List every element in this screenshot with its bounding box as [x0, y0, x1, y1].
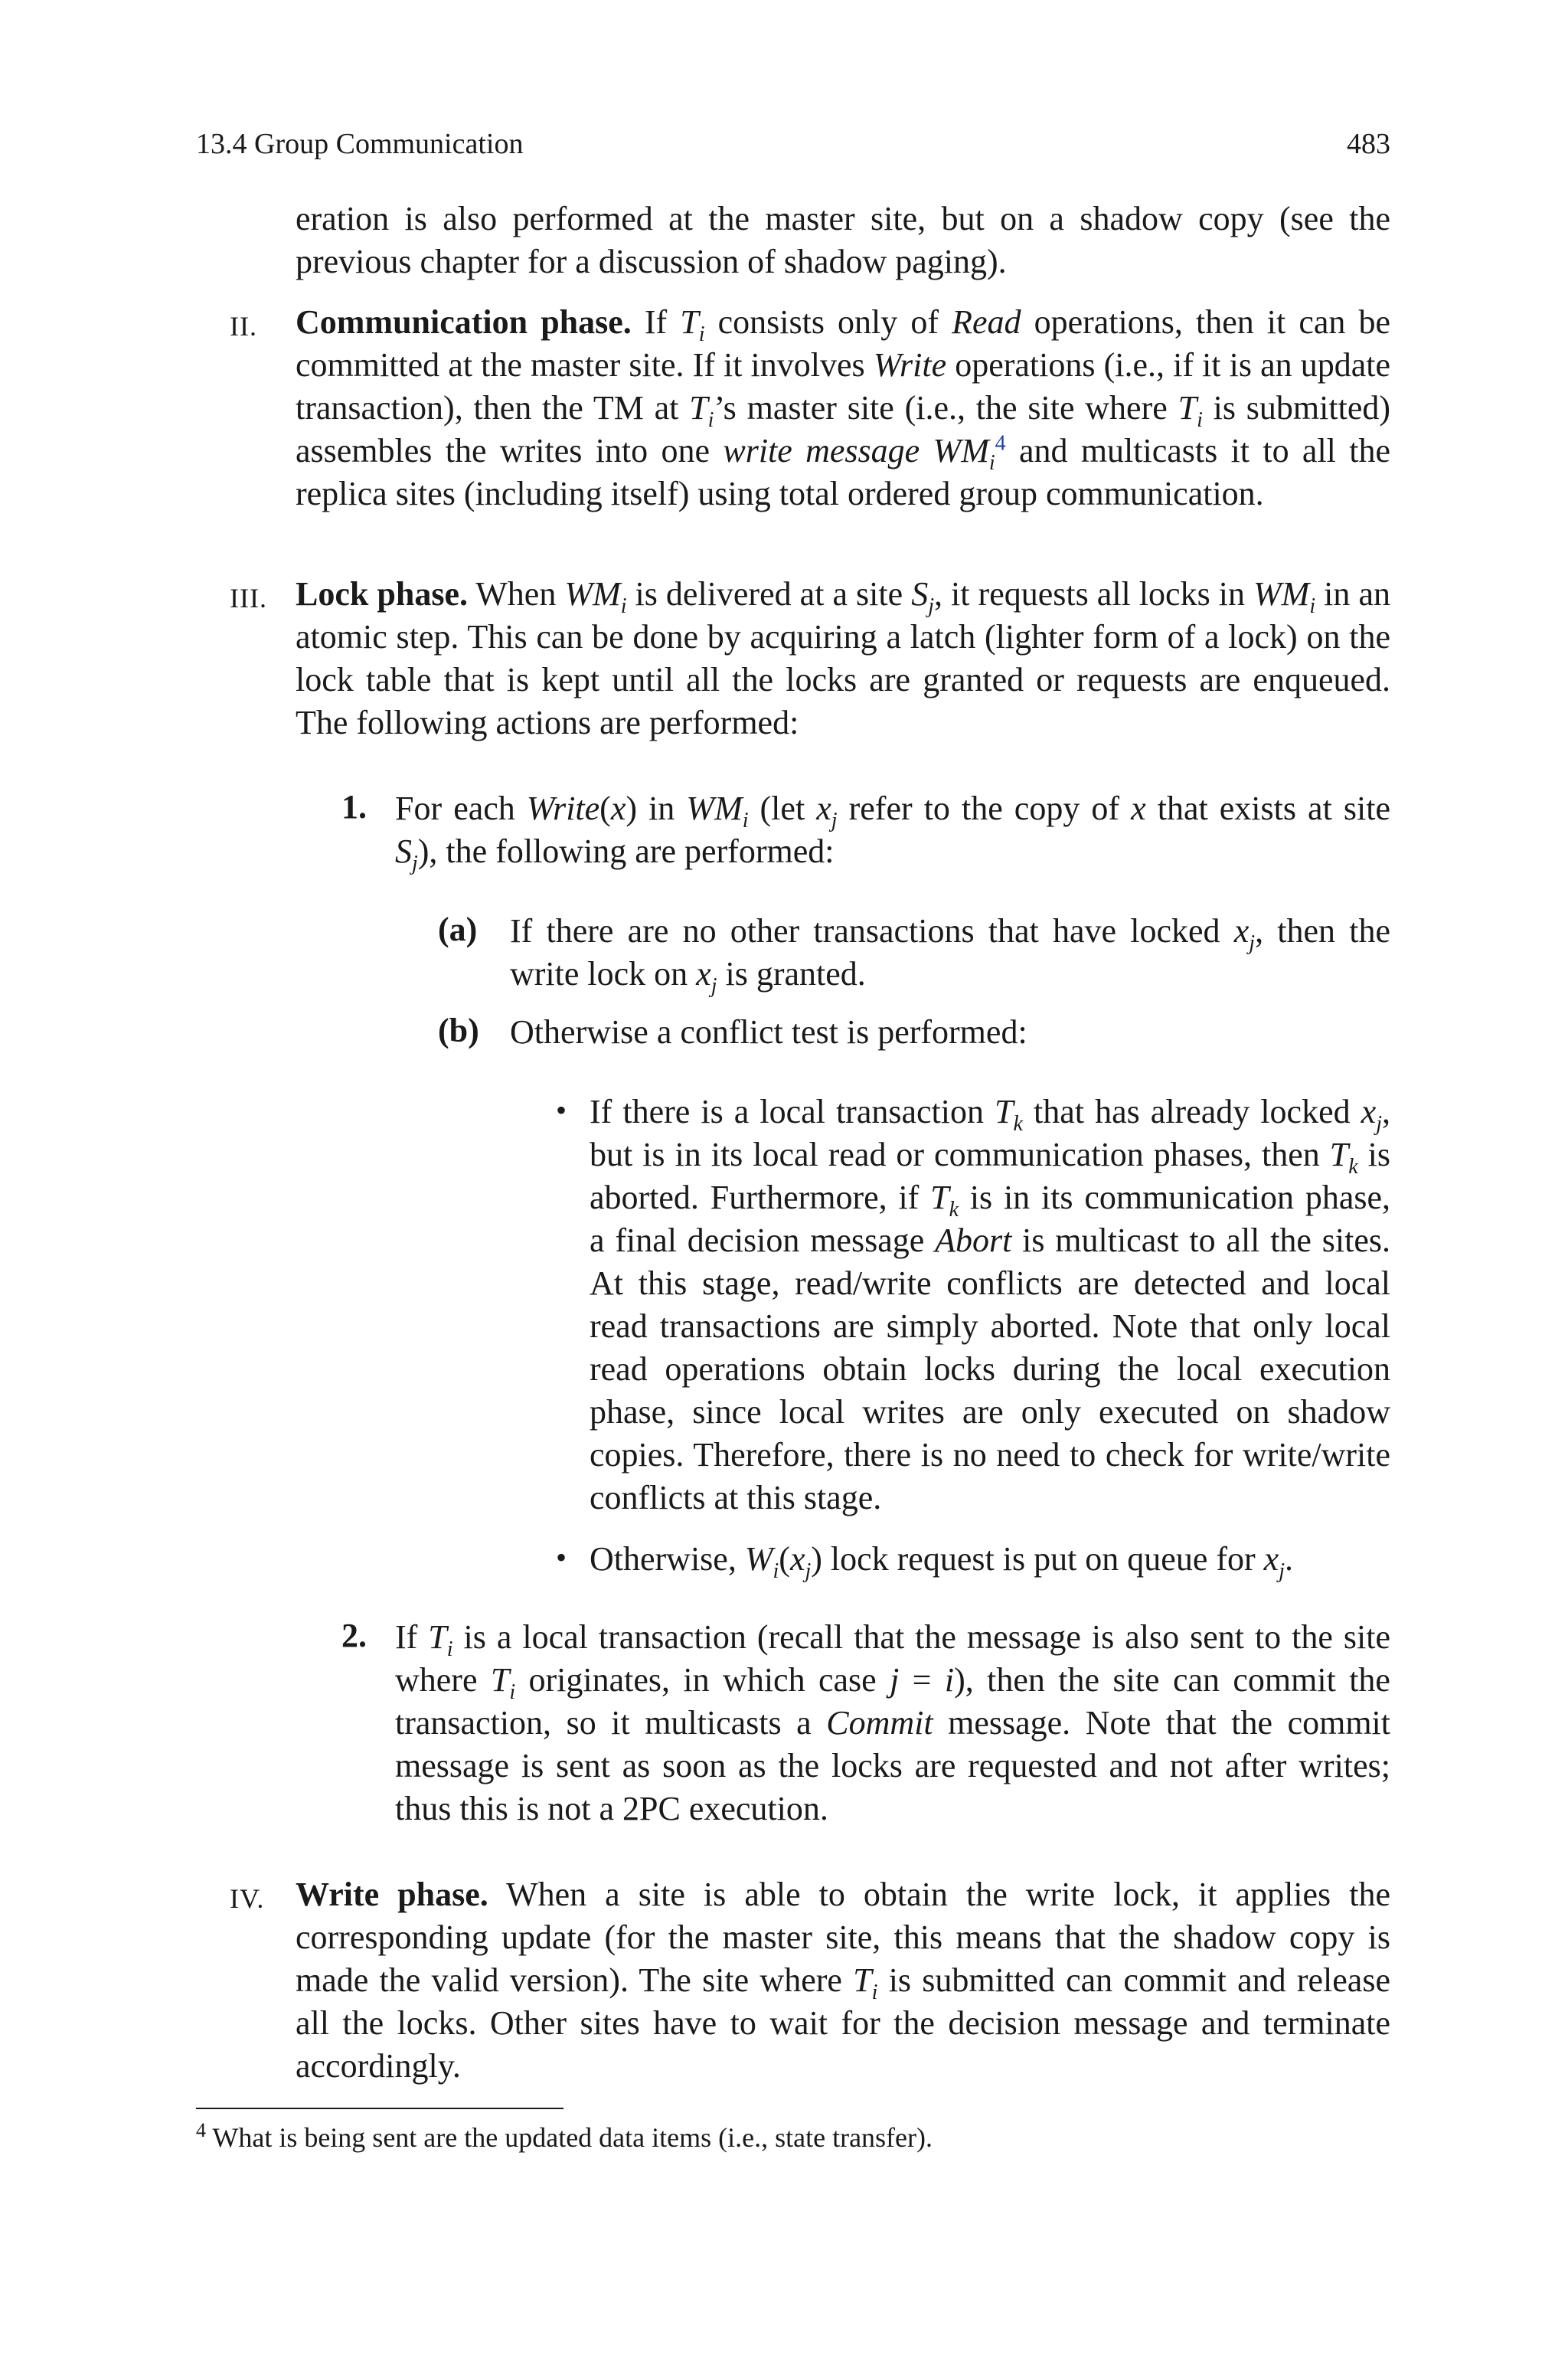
subitem-label-b: (b)	[438, 1012, 479, 1049]
section-title: 13.4 Group Communication	[196, 128, 524, 160]
subitem-b-text: Otherwise a conflict test is performed:	[510, 1013, 1027, 1051]
continuation-paragraph: eration is also performed at the master site, but on a shadow copy (see the previous chapter for a discussion of shadow paging).	[296, 200, 1390, 280]
phase-number-ii: II.	[230, 311, 257, 342]
bullet-2-text: Otherwise, $W_i(x_j)$ lock request is put on queue for $x_j$.	[590, 1540, 1293, 1583]
communication-phase-title: Communication phase.	[296, 303, 632, 341]
write-phase-paragraph	[296, 1873, 1390, 2088]
footnote-marker: 4	[196, 2119, 206, 2141]
subitem-a-text: If there are no other transactions that have locked $x_j$, then the write lock on $x_j$ is granted.	[510, 912, 1390, 998]
lock-phase-paragraph: Lock phase. When $WM_i$ is delivered at a site $S_j$, it requests all locks in $WM_i$ in an atomic step. This can be done by acquiring a latch (lighter form of a lock) on the lock table that is kept until all the locks are granted or requests are enqueued. The following actions are performed:	[296, 575, 1390, 741]
phase-number-iii: III.	[230, 583, 267, 613]
bullet-marker: •	[556, 1540, 567, 1575]
page-number: 483	[1347, 128, 1390, 160]
footnote	[196, 2120, 1344, 2155]
write-phase-text: When a site is able to obtain the write lock, it applies the corresponding update (for the master site, this means that the shadow copy is made the valid version). The site where $T_i$ is submitted can commit and release all the locks. Other sites have to wait for the decision message and terminate accordingly.	[296, 1876, 1390, 2085]
write-phase-title: Write phase.	[296, 1876, 488, 1913]
item-number-2: 2.	[341, 1617, 367, 1654]
bullet-1-text: If there is a local transaction $T_k$ that has already locked $x_j$, but is in its local read or communication phases, then $T_k$ is aborted. Furthermore, if $T_k$ is in its communication phase, a final decision message Abort is multicast to all the sites. At this stage, read/write conflicts are detected and local read transactions are simply aborted. Note that only local read operations obtain locks during the local execution phase, since local writes are only executed on shadow copies. Therefore, there is no need to check for write/write conflicts at this stage.	[590, 1093, 1390, 1516]
footnote-text: What is being sent are the updated data items (i.e., state transfer).	[212, 2122, 933, 2153]
item-number-1: 1.	[341, 788, 367, 826]
item-1-text: For each Write(x) in $WM_i$ (let $x_j$ refer to the copy of x that exists at site $S_j$), the following are performed:	[395, 790, 1390, 875]
item-2-text: If $T_i$ is a local transaction (recall that the message is also sent to the site where $T_i$ originates, in which case j = i), then the site can commit the transaction, so it multicasts a Commit message. Note that the commit message is sent as soon as the locks are requested and not after writes; thus this is not a 2PC execution.	[395, 1618, 1390, 1827]
running-header	[196, 127, 1390, 165]
phase-number-iv: IV.	[230, 1883, 265, 1914]
subitem-label-a: (a)	[438, 911, 478, 948]
footnote-rule	[196, 2108, 564, 2109]
communication-phase-paragraph: Communication phase. If $T_i$ consists only of Read operations, then it can be committed at the master site. If it involves Write operations (i.e., if it is an update transaction), then the TM at $T_i’s$ master site (i.e., the site where $T_i$ is submitted) assembles the writes into one write message $WM_i^4$ and multicasts it to all the replica sites (including itself) using total ordered group communication.	[296, 303, 1391, 512]
lock-phase-title: Lock phase.	[296, 575, 468, 613]
footnote-reference[interactable]: 4	[995, 431, 1006, 456]
bullet-marker: •	[556, 1093, 567, 1127]
